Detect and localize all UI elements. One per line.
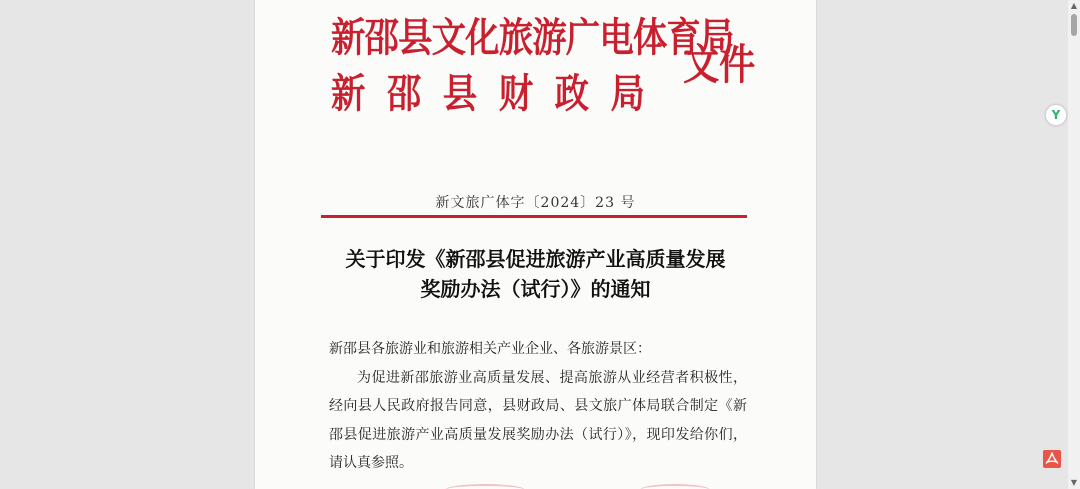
document-body [329, 335, 747, 478]
addressee: 新邵县各旅游业和旅游相关产业企业、各旅游景区： [329, 341, 651, 357]
document-number: 新文旅广体字〔2024〕23 号 [435, 195, 636, 211]
vertical-scrollbar[interactable] [1068, 0, 1080, 489]
scroll-thumb[interactable] [1071, 14, 1077, 36]
red-stamp-edge-right [640, 484, 710, 489]
document-title [255, 244, 816, 304]
body-paragraph: 为促进新邵旅游业高质量发展、提高旅游从业经营者积极性，经向县人民政府报告同意，县财政局、县文旅广体局联合制定《新邵县促进旅游产业高质量发展奖励办法（试行）》，现印发给你们，请认真参照。 [329, 369, 747, 471]
masthead-line-1: 新邵县文化旅游广电体育局 [331, 14, 734, 61]
document-page [255, 0, 816, 489]
document-title-line-2: 奖励办法（试行）》的通知 [420, 277, 651, 301]
red-stamp-edge-left [445, 484, 525, 489]
scroll-down-arrow-icon[interactable]: ▼ [1070, 478, 1078, 487]
masthead-suffix: 文件 [683, 40, 756, 89]
pdf-icon[interactable] [1043, 450, 1061, 468]
document-title-line-1: 关于印发《新邵县促进旅游产业高质量发展 [345, 247, 726, 271]
scroll-up-arrow-icon[interactable]: ▲ [1070, 1, 1078, 10]
red-divider-line [321, 215, 747, 218]
masthead-line-2: 新邵县财政局 [331, 70, 667, 117]
y-logo-icon[interactable]: Y [1046, 105, 1066, 125]
